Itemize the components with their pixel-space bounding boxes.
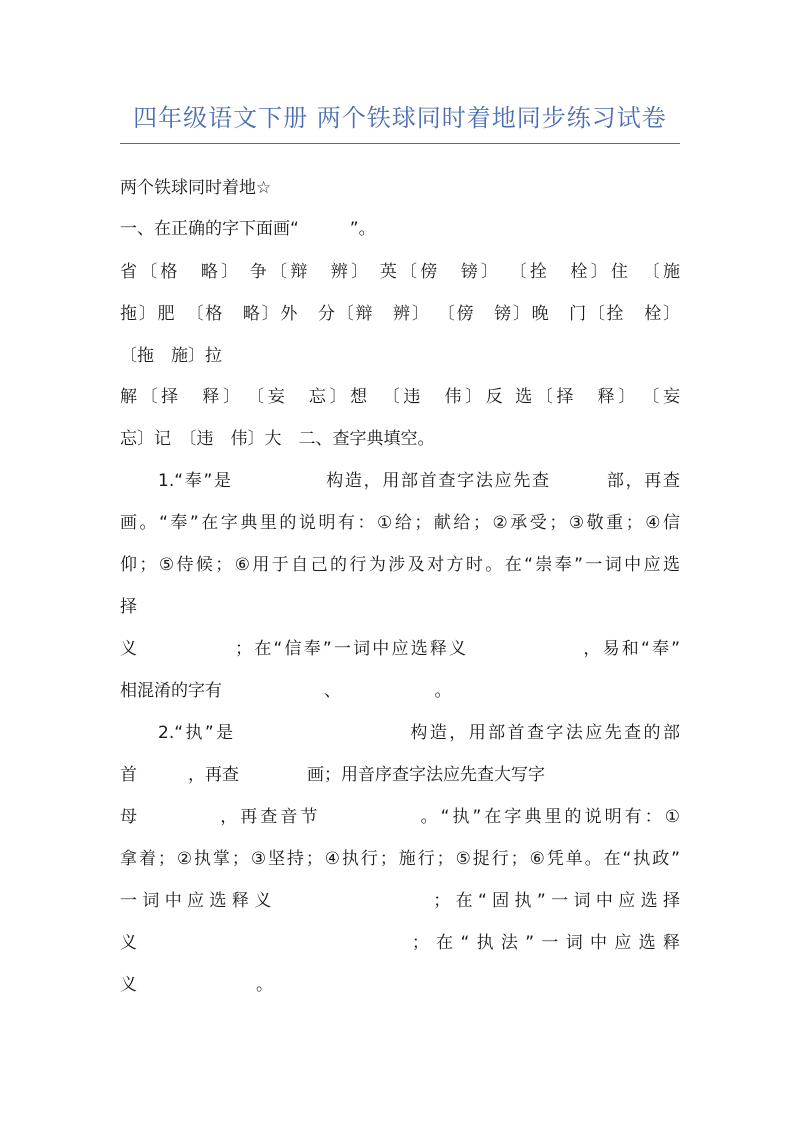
text-line: 省〔格 略〕 争〔辩 辨〕 英〔傍 镑〕 〔拴 栓〕住 〔施 [120, 262, 680, 282]
text-line: 2.“执”是 构造，用部首查字法应先查的部 [158, 723, 680, 743]
text-line: 母 ，再查音节 。“执”在字典里的说明有：① [120, 807, 680, 827]
text-line: 首 ，再查 画；用音序查字法应先查大写字 [120, 765, 545, 785]
text-line: 拖〕肥 〔格 略〕外 分〔辩 辨〕 〔傍 镑〕晚 门〔拴 栓〕 [120, 304, 680, 324]
text-line: 仰；⑤侍候；⑥用于自己的行为涉及对方时。在“崇奉”一词中应选 [120, 555, 680, 575]
text-line: 相混淆的字有 、 。 [120, 681, 452, 701]
text-line: 一词中应选释义 ；在“固执”一词中应选择 [120, 891, 680, 911]
text-line: 忘〕记 〔违 伟〕大 二、查字典填空。 [120, 429, 435, 449]
text-line: 义 ；在“信奉”一词中应选释义 ，易和“奉” [120, 639, 680, 659]
text-line: 择 [120, 597, 137, 617]
text-line: 义 。 [120, 975, 273, 995]
title-divider [120, 143, 680, 144]
question-heading: 一、在正确的字下面画“ ”。 [120, 219, 376, 239]
text-line: 画。“奉”在字典里的说明有：①给；献给；②承受；③敬重；④信 [120, 513, 680, 533]
section-heading: 两个铁球同时着地☆ [120, 178, 272, 198]
text-line: 拿着；②执掌；③坚持；④执行；施行；⑤捉行；⑥凭单。在“执政” [120, 849, 680, 869]
text-line: 1.“奉”是 构造，用部首查字法应先查 部，再查 [158, 471, 680, 491]
text-line: 解〔择 释〕 〔妄 忘〕想 〔违 伟〕反 选〔择 释〕 〔妄 [120, 387, 680, 407]
text-line: 〔拖 施〕拉 [120, 346, 222, 366]
text-line: 义 ；在“执法”一词中应选释 [120, 933, 680, 953]
document-title: 四年级语文下册 两个铁球同时着地同步练习试卷 [133, 104, 667, 132]
